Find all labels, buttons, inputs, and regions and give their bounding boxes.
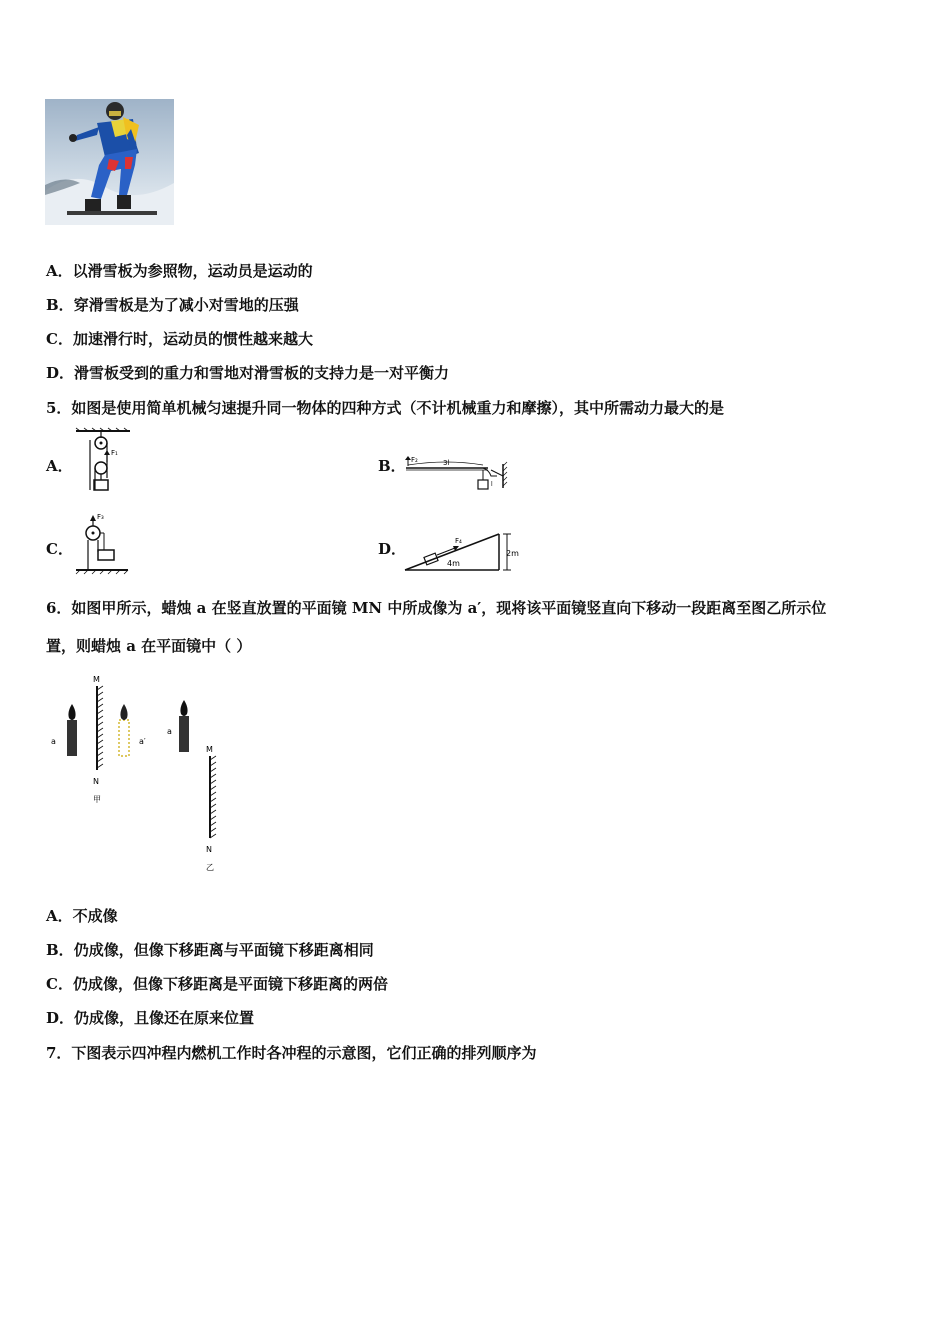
q5-option-b-label: B．	[378, 457, 406, 475]
option-text: 以滑雪板为参照物，运动员是运动的	[72, 262, 313, 280]
q7-stem: 7．下图表示四冲程内燃机工作时各冲程的示意图，它们正确的排列顺序为	[46, 1044, 537, 1062]
option-label: B．	[46, 941, 74, 959]
caption-yi: 乙	[206, 863, 214, 872]
q4-option-b	[46, 295, 299, 315]
q6-mirror-figure	[45, 672, 235, 878]
option-text: 不成像	[72, 907, 118, 925]
q6-option-b	[46, 940, 374, 960]
q5-figure-d-incline	[403, 530, 521, 574]
q6-stem-line-2: 置，则蜡烛 a 在平面镜中（ ）	[46, 637, 252, 655]
q5-option-a-label: A．	[46, 457, 73, 475]
mirror-top-label: M	[93, 675, 100, 684]
q5-option-c-label: C．	[46, 540, 73, 558]
option-label: C．	[46, 975, 73, 993]
q6-option-d	[46, 1008, 254, 1028]
figure-yi	[167, 700, 216, 872]
q5-figure-a-pulley	[74, 428, 134, 496]
q4-option-a	[46, 261, 313, 281]
q6-option-a	[46, 906, 118, 926]
base-label: 4m	[447, 559, 460, 568]
figure-jia	[51, 675, 146, 804]
force-label: F₄	[455, 537, 462, 545]
force-label: F₂	[411, 456, 418, 464]
q5-figure-b-lever	[403, 456, 515, 496]
length-label: 3l	[443, 459, 450, 467]
option-label: D．	[46, 364, 75, 382]
option-label: A．	[46, 907, 73, 925]
mirror-bottom-label: N	[93, 777, 99, 786]
q5-stem: 5．如图是使用简单机械匀速提升同一物体的四种方式（不计机械重力和摩擦），其中所需动力最大的是	[46, 399, 724, 417]
option-text: 滑雪板受到的重力和雪地对滑雪板的支持力是一对平衡力	[74, 364, 450, 382]
option-label: C．	[46, 330, 73, 348]
option-label: A．	[46, 262, 73, 280]
q5-option-d-label: D．	[378, 540, 407, 558]
q6-stem-line-1: 6．如图甲所示，蜡烛 a 在竖直放置的平面镜 MN 中所成像为 a′，现将该平面镜竖直向下移动一段距离至图乙所示位	[46, 599, 827, 617]
q5-figure-c-pulley	[74, 510, 130, 574]
q4-option-d	[46, 363, 449, 383]
q6-option-c	[46, 974, 388, 994]
force-label: F₃	[97, 513, 104, 521]
option-text: 加速滑行时，运动员的惯性越来越大	[72, 330, 313, 348]
mirror-bottom-label: N	[206, 845, 212, 854]
mirror-top-label: M	[206, 745, 213, 754]
option-label: B．	[46, 296, 74, 314]
force-label: F₁	[111, 449, 118, 457]
option-label: D．	[46, 1009, 75, 1027]
option-text: 仍成像，但像下移距离是平面镜下移距离的两倍	[72, 975, 388, 993]
skier-photo	[45, 99, 174, 225]
candle-label: a	[167, 727, 172, 736]
option-text: 穿滑雪板是为了减小对雪地的压强	[73, 296, 299, 314]
q4-option-c	[46, 329, 313, 349]
candle-label: a	[51, 737, 56, 746]
length-label-2: l	[491, 481, 493, 488]
option-text: 仍成像，且像还在原来位置	[74, 1009, 255, 1027]
option-text: 仍成像，但像下移距离与平面镜下移距离相同	[73, 941, 374, 959]
image-label: a′	[139, 737, 146, 746]
height-label: 2m	[506, 549, 519, 558]
caption-jia: 甲	[93, 795, 101, 804]
